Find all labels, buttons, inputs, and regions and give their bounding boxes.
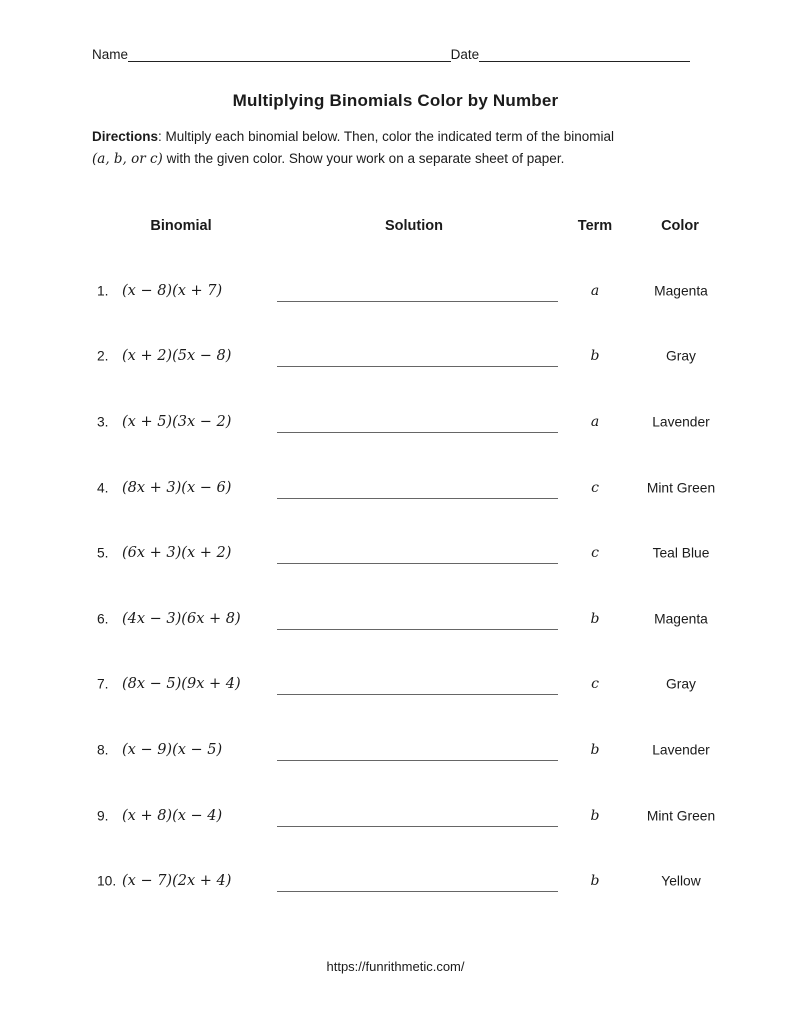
term-letter: b [590,348,600,365]
worksheet-row [0,652,791,718]
color-name: Magenta [654,611,708,627]
term-letter: a [590,413,600,430]
name-date-row [92,47,690,62]
color-name: Gray [666,348,696,364]
binomial-expression: (x − 7)(2x + 4) [122,873,232,890]
binomial-expression: (x + 5)(3x − 2) [122,413,232,430]
solution-line[interactable] [277,826,558,827]
name-line[interactable] [128,48,451,62]
binomial-expression: (8x + 3)(x − 6) [122,479,232,496]
directions-line-1 [92,126,732,148]
directions-label: Directions [92,129,159,144]
solution-line[interactable] [277,563,558,564]
row-number: 8. [97,742,109,758]
worksheet-row [0,848,791,914]
row-number: 6. [97,611,109,627]
directions-text-2: with the given color. Show your work on a separate sheet of paper. [162,151,565,166]
row-number: 5. [97,545,109,561]
worksheet-rows [0,258,791,914]
color-name: Teal Blue [652,545,710,561]
header-color: Color [661,218,699,234]
term-letter: b [590,741,600,758]
solution-line[interactable] [277,760,558,761]
directions [92,126,732,170]
worksheet-row [0,389,791,455]
row-number: 4. [97,480,109,496]
solution-line[interactable] [277,432,558,433]
row-number: 1. [97,283,109,299]
table-header-row [0,218,791,238]
binomial-expression: (x + 8)(x − 4) [122,807,223,824]
directions-line-2 [92,148,732,170]
term-letter: b [590,807,600,824]
binomial-expression: (4x − 3)(6x + 8) [122,610,241,627]
term-letter: c [591,676,599,693]
solution-line[interactable] [277,891,558,892]
binomial-expression: (6x + 3)(x + 2) [122,545,232,562]
binomial-expression: (x − 9)(x − 5) [122,741,223,758]
row-number: 2. [97,348,109,364]
date-label: Date [450,47,480,62]
binomial-expression: (x − 8)(x + 7) [122,282,223,299]
term-letter: a [590,282,600,299]
footer-url: https://funrithmetic.com/ [326,959,465,974]
color-name: Lavender [652,742,710,758]
row-number: 7. [97,676,109,692]
color-name: Mint Green [646,480,716,496]
binomial-expression: (8x − 5)(9x + 4) [122,676,241,693]
worksheet-row [0,586,791,652]
worksheet-row [0,324,791,390]
solution-line[interactable] [277,694,558,695]
worksheet-row [0,258,791,324]
term-letter: c [591,479,599,496]
row-number: 10. [97,873,117,889]
header-binomial: Binomial [150,218,212,234]
solution-line[interactable] [277,301,558,302]
worksheet-row [0,520,791,586]
binomial-expression: (x + 2)(5x − 8) [122,348,232,365]
row-number: 9. [97,808,109,824]
term-letter: b [590,873,600,890]
header-term: Term [577,218,613,234]
solution-line[interactable] [277,498,558,499]
worksheet-row [0,783,791,849]
directions-text-1: : Multiply each binomial below. Then, color the indicated term of the binomial [158,129,615,144]
color-name: Magenta [654,283,708,299]
directions-math-terms: (a, b, or c) [92,151,163,167]
page-title: Multiplying Binomials Color by Number [232,91,559,110]
term-letter: c [591,545,599,562]
color-name: Mint Green [646,808,716,824]
solution-line[interactable] [277,629,558,630]
date-line[interactable] [479,48,690,62]
worksheet-row [0,455,791,521]
worksheet-row [0,717,791,783]
solution-line[interactable] [277,366,558,367]
header-solution: Solution [385,218,443,234]
row-number: 3. [97,414,109,430]
term-letter: b [590,610,600,627]
color-name: Lavender [652,414,710,430]
color-name: Gray [666,676,696,692]
color-name: Yellow [661,873,701,889]
name-label: Name [92,47,129,62]
